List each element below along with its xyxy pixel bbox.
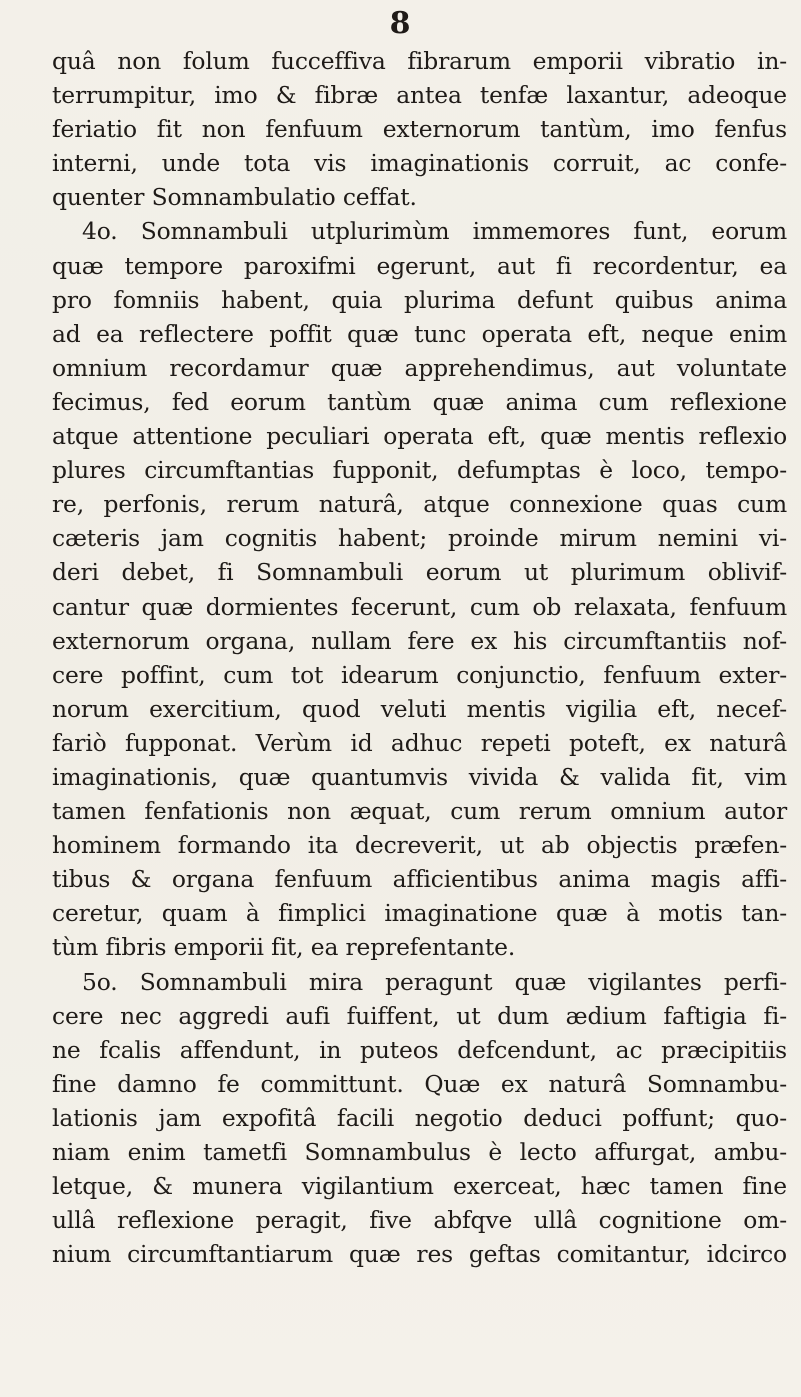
text-line: ne fcalis affendunt, in puteos defcendunt, ac præcipitiis <box>52 1035 787 1064</box>
text-line: fine damno fe committunt. Quæ ex naturâ Somnambu- <box>52 1069 787 1098</box>
text-line: hominem formando ita decreverit, ut ab objectis præfen- <box>52 831 787 860</box>
text-line: quenter Somnambulatio ceffat. <box>52 183 417 212</box>
text-line: nium circumftantiarum quæ res geftas comitantur, idcirco <box>52 1240 787 1269</box>
text-line: terrumpitur, imo & fibræ antea tenfæ laxantur, adeoque <box>52 81 787 110</box>
text-line: norum exercitium, quod veluti mentis vigilia eft, necef- <box>52 694 787 723</box>
text-line: deri debet, fi Somnambuli eorum ut plurimum oblivif- <box>52 558 787 587</box>
text-line: tibus & organa fenfuum afficientibus anima magis affi- <box>52 865 787 894</box>
text-line: niam enim tametfi Somnambulus è lecto affurgat, ambu- <box>52 1138 787 1166</box>
page-number: 8 <box>389 6 411 41</box>
text-line: lationis jam expofitâ facili negotio deduci poffunt; quo- <box>52 1103 787 1132</box>
text-line: cere nec aggredi aufi fuiffent, ut dum ædium faftigia fi- <box>52 1001 787 1030</box>
text-line: ceretur, quam à fimplici imaginatione quæ à motis tan- <box>52 899 787 928</box>
text-line: quâ non folum fucceffiva fibrarum emporii vibratio in- <box>52 47 787 75</box>
text-line: cantur quæ dormientes fecerunt, cum ob relaxata, fenfuum <box>52 592 787 621</box>
text-line: feriatio fit non fenfuum externorum tantùm, imo fenfus <box>52 115 787 144</box>
text-line: fecimus, fed eorum tantùm quæ anima cum reflexione <box>52 387 787 416</box>
text-line: pro fomniis habent, quia plurima defunt quibus anima <box>52 285 787 314</box>
text-line: cere poffint, cum tot idearum conjunctio, fenfuum exter- <box>52 660 787 689</box>
text-line: quæ tempore paroxifmi egerunt, aut fi recordentur, ea <box>52 251 787 280</box>
text-line: ullâ reflexione peragit, five abfqve ullâ cognitione om- <box>52 1206 787 1235</box>
text-line: tamen fenfationis non æquat, cum rerum omnium autor <box>52 797 787 826</box>
text-line: 5o. Somnambuli mira peragunt quæ vigilantes perfi- <box>82 967 787 996</box>
text-line: cæteris jam cognitis habent; proinde mirum nemini vi- <box>52 524 787 553</box>
text-line: omnium recordamur quæ apprehendimus, aut voluntate <box>52 353 787 382</box>
text-line: letque, & munera vigilantium exerceat, hæc tamen fine <box>52 1172 787 1201</box>
text-line: interni, unde tota vis imaginationis corruit, ac confe- <box>52 149 787 178</box>
text-line: re, perfonis, rerum naturâ, atque connexione quas cum <box>52 490 787 519</box>
text-line: externorum organa, nullam fere ex his circumftantiis nof- <box>52 626 787 655</box>
body-text <box>52 44 787 1271</box>
text-line: ad ea reflectere poffit quæ tunc operata eft, neque enim <box>52 319 787 348</box>
text-line: imaginationis, quæ quantumvis vivida & valida fit, vim <box>52 762 787 791</box>
text-line: plures circumftantias fupponit, defumptas è loco, tempo- <box>52 456 787 485</box>
text-line: fariò fupponat. Verùm id adhuc repeti poteft, ex naturâ <box>52 728 787 757</box>
text-line: 4o. Somnambuli utplurimùm immemores funt, eorum <box>82 217 787 246</box>
text-line: atque attentione peculiari operata eft, quæ mentis reflexio <box>52 422 787 451</box>
text-line: tùm fibris emporii fit, ea reprefentante. <box>52 933 516 962</box>
